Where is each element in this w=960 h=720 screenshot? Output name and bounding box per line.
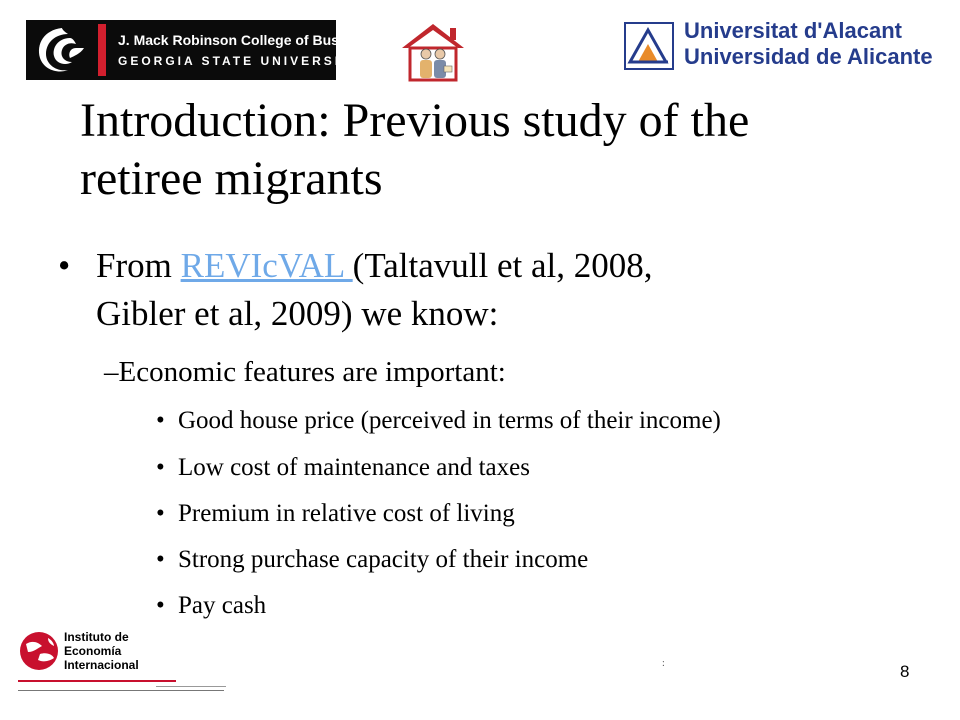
bullet-prefix: From <box>96 246 181 285</box>
slide-title <box>80 92 940 208</box>
gsu-logo <box>26 20 375 80</box>
footer-divider <box>18 690 224 691</box>
iei-globe-icon <box>18 630 60 672</box>
title-line-1: Introduction: Previous study of the <box>80 94 750 147</box>
bullet-citation: (Taltavull et al, 2008, <box>352 246 653 285</box>
page-number: 8 <box>900 662 910 681</box>
gsu-swirl-icon <box>32 24 92 76</box>
footer-red-line <box>18 680 176 682</box>
sub-bullet <box>104 354 506 390</box>
ua-name <box>684 18 933 70</box>
bullet-dot: • <box>58 246 71 285</box>
ua-name-spanish: Universidad de Alicante <box>684 44 933 69</box>
iei-line-3: Internacional <box>64 658 139 672</box>
iei-line-1: Instituto de <box>64 630 129 644</box>
retiree-house-icon <box>398 20 468 82</box>
list-item: • Premium in relative cost of living <box>156 500 515 527</box>
gsu-university-name: GEORGIA STATE UNIVERSITY <box>118 54 363 68</box>
iei-logo <box>18 630 228 694</box>
bullet-line-2: Gibler et al, 2009) we know: <box>96 294 499 333</box>
list-item: • Good house price (perceived in terms of their income) <box>156 407 721 434</box>
ua-emblem-icon <box>624 22 674 70</box>
list-item: • Strong purchase capacity of their income <box>156 546 589 573</box>
gsu-red-bar <box>98 24 106 76</box>
sub-bullet-dash: – <box>104 356 119 388</box>
ua-name-valencian: Universitat d'Alacant <box>684 18 902 43</box>
title-line-2: retiree migrants <box>80 152 383 205</box>
iei-line-2: Economía <box>64 644 122 658</box>
footer-colon: : <box>662 658 665 669</box>
footer-grey-line <box>156 686 226 687</box>
revicval-link[interactable]: REVIcVAL <box>180 246 353 285</box>
sub-bullet-text: Economic features are important: <box>118 356 506 388</box>
list-item: • Pay cash <box>156 592 267 619</box>
list-item: • Low cost of maintenance and taxes <box>156 454 530 481</box>
gsu-college-name: J. Mack Robinson College of Business <box>118 32 375 48</box>
